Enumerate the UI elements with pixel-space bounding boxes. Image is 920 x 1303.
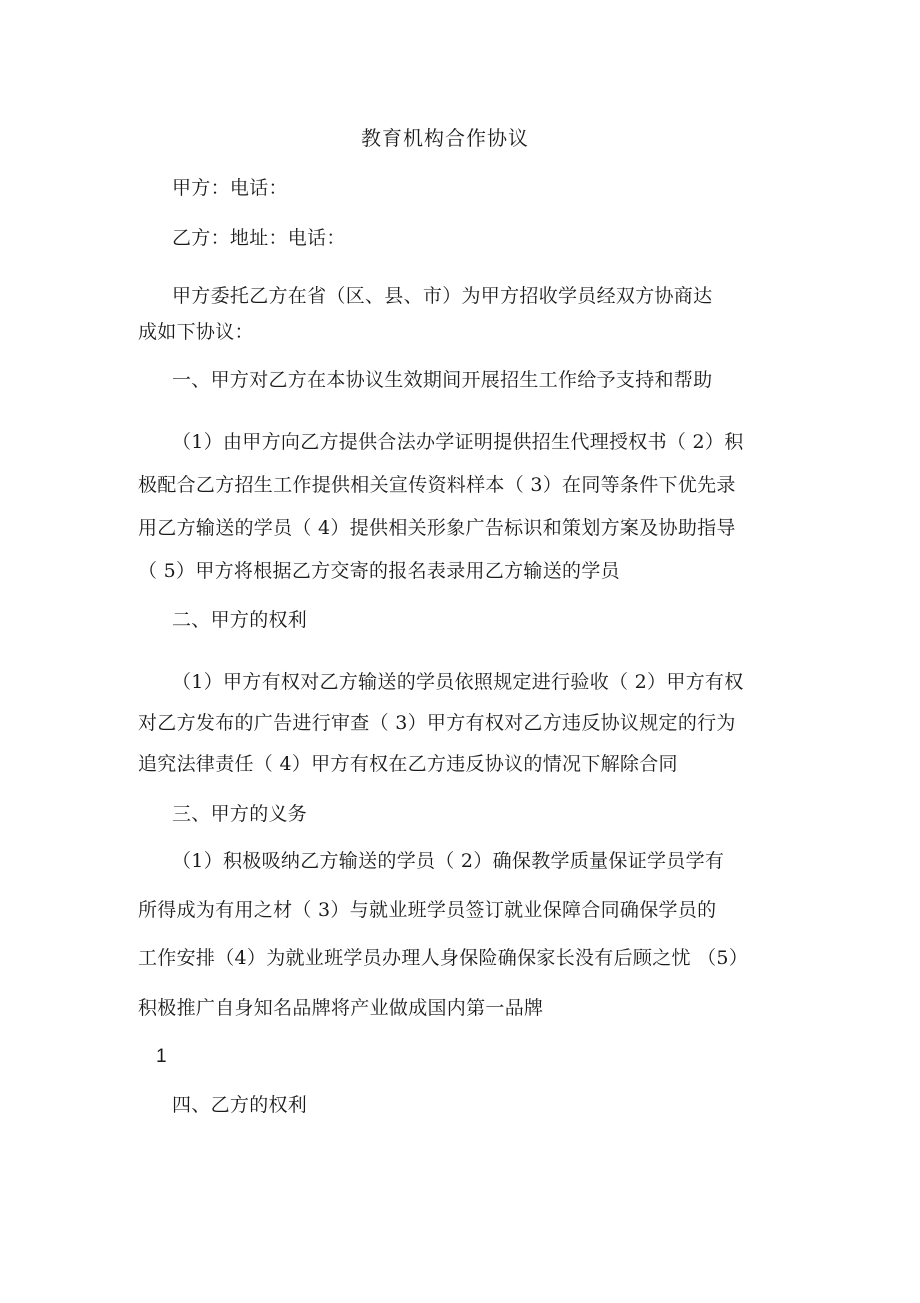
section3-line-3: 工作安排（4）为就业班学员办理人身保险确保家长没有后顾之忧 （5）	[138, 947, 749, 969]
section1-line-4: （ 5）甲方将根据乙方交寄的报名表录用乙方输送的学员	[138, 560, 620, 582]
section3-heading: 三、甲方的义务	[172, 803, 308, 825]
intro-line-1: 甲方委托乙方在省（区、县、市）为甲方招收学员经双方协商达	[172, 285, 713, 307]
section1-line-3: 用乙方输送的学员（ 4）提供相关形象广告标识和策划方案及协助指导	[138, 517, 736, 539]
section3-line-4: 积极推广自身知名品牌将产业做成国内第一品牌	[138, 997, 544, 1019]
section4-heading: 四、乙方的权利	[172, 1094, 308, 1116]
section2-line-2: 对乙方发布的广告进行审查（ 3）甲方有权对乙方违反协议规定的行为	[138, 712, 736, 734]
document-title: 教育机构合作协议	[361, 126, 529, 150]
section1-line-2: 极配合乙方招生工作提供相关宣传资料样本（ 3）在同等条件下优先录	[138, 474, 736, 496]
page-number: 1	[156, 1046, 167, 1067]
section1-heading: 一、甲方对乙方在本协议生效期间开展招生工作给予支持和帮助	[172, 369, 713, 391]
section3-line-1: （1）积极吸纳乙方输送的学员（ 2）确保教学质量保证学员学有	[172, 850, 725, 872]
section2-line-1: （1）甲方有权对乙方输送的学员依照规定进行验收（ 2）甲方有权	[172, 671, 744, 693]
section2-heading: 二、甲方的权利	[172, 609, 308, 631]
section2-line-3: 追究法律责任（ 4）甲方有权在乙方违反协议的情况下解除合同	[138, 753, 678, 775]
party-b-line: 乙方：地址：电话：	[172, 227, 346, 249]
section3-line-2: 所得成为有用之材（ 3）与就业班学员签订就业保障合同确保学员的	[138, 899, 717, 921]
intro-line-2: 成如下协议：	[138, 321, 254, 343]
section1-line-1: （1）由甲方向乙方提供合法办学证明提供招生代理授权书（ 2）积	[172, 431, 744, 453]
party-a-line: 甲方：电话：	[172, 177, 288, 199]
